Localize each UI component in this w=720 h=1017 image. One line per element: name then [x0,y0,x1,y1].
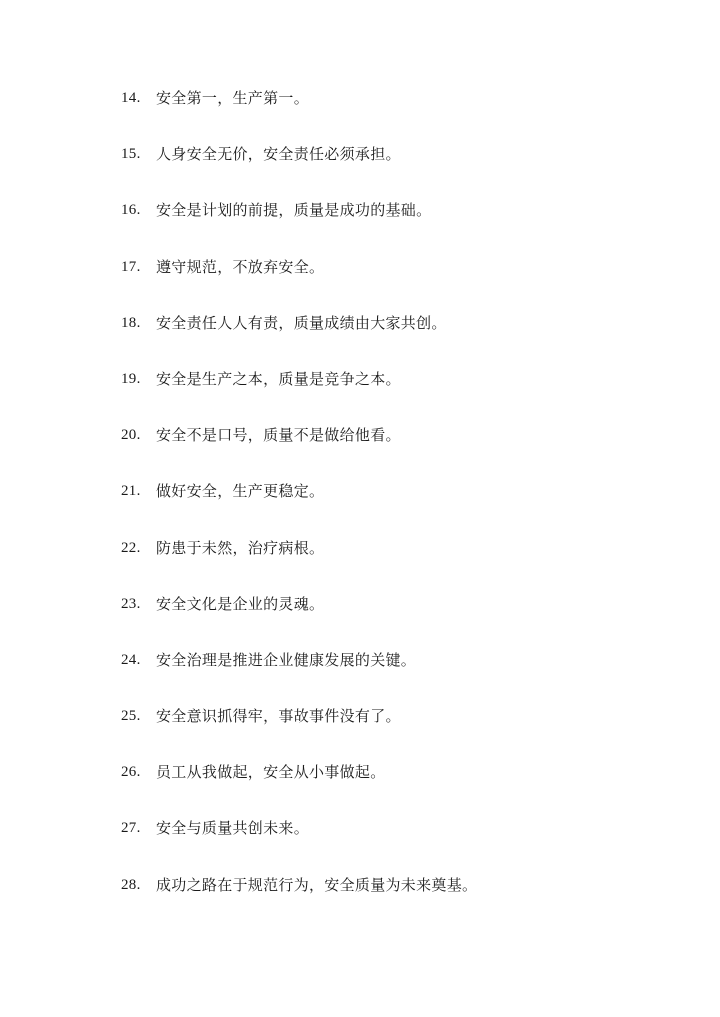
list-item-number: 14. [121,90,141,106]
list-item-number: 15. [121,146,141,163]
list-item-number: 19. [121,370,141,387]
list-item [121,592,681,648]
list-item-text: 防患于未然，治疗病根。 [156,538,325,557]
list-item-text: 人身安全无价，安全责任必须承担。 [156,145,401,164]
list-item-number: 28. [121,876,141,893]
list-item [121,479,681,535]
list-item [121,255,681,311]
list-item-text: 安全意识抓得牢，事故事件没有了。 [156,707,401,726]
list-item [121,536,681,592]
list-item-text: 安全是计划的前提，质量是成功的基础。 [156,201,432,220]
list-item-text: 安全文化是企业的灵魂。 [156,594,325,613]
list-item-text: 遵守规范，不放弃安全。 [156,257,325,276]
list-item-number: 23. [121,595,141,612]
list-item-number: 26. [121,764,141,781]
list-item [121,816,681,872]
list-item-number: 27. [121,820,141,837]
list-item [121,198,681,254]
list-item [121,311,681,367]
list-item-text: 做好安全，生产更稳定。 [156,482,325,501]
list-item-text: 安全治理是推进企业健康发展的关键。 [156,650,417,669]
list-item-text: 成功之路在于规范行为，安全质量为未来奠基。 [156,875,478,894]
list-item-number: 24. [121,651,141,668]
list-item-number: 25. [121,708,141,725]
list-item-number: 16. [121,202,141,219]
list-item [121,367,681,423]
slogan-list [121,86,681,929]
list-item-text: 安全与质量共创未来。 [156,819,310,838]
list-item [121,86,681,142]
list-item-text: 安全不是口号，质量不是做给他看。 [156,426,401,445]
list-item-number: 20. [121,427,141,444]
list-item-text: 安全是生产之本，质量是竞争之本。 [156,369,401,388]
list-item-text: 安全责任人人有责，质量成绩由大家共创。 [156,313,447,332]
list-item-text: 安全第一，生产第一。 [156,89,310,107]
list-item-text: 员工从我做起，安全从小事做起。 [156,763,386,782]
list-item [121,423,681,479]
list-item [121,142,681,198]
list-item-number: 22. [121,539,141,556]
list-item-number: 21. [121,483,141,500]
list-item [121,873,681,929]
list-item-number: 17. [121,258,141,275]
list-item [121,760,681,816]
list-item-number: 18. [121,314,141,331]
list-item [121,648,681,704]
list-item [121,704,681,760]
